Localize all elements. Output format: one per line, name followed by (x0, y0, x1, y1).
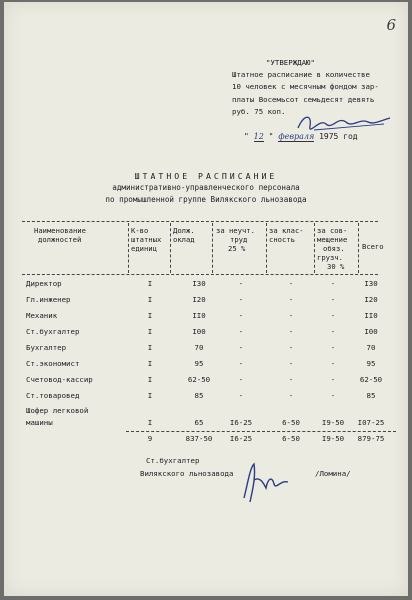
page-number: 6 (386, 16, 396, 34)
approval-line: Штатное расписание в количестве (232, 70, 370, 80)
approval-line: платы Восемьсот семьдесят девять (232, 94, 375, 104)
table-row: Бухгалтер I 70 - - - 70 (26, 343, 376, 352)
approval-line: руб. 75 коп. (232, 106, 286, 116)
table-row: Механик I II0 - - - II0 (26, 311, 378, 320)
footer-name: /Ломина/ (315, 469, 351, 478)
document-page (4, 2, 408, 596)
table-row: Гл.инженер I I20 - - - I20 (26, 295, 378, 304)
table-row: машины I 65 I6-25 6-50 I9-50 I07-25 (26, 418, 385, 427)
approval-title: "УТВЕРЖДАЮ" (266, 58, 315, 67)
table-header-rule (22, 274, 378, 275)
table-row: Директор I I30 - - - I30 (26, 279, 378, 288)
footer-signature-block: Ст.бухгалтер Вилякского льнозавода /Ломина/ (140, 456, 351, 478)
date-month: февраля (278, 132, 315, 141)
table-row: Ст.экономист I 95 - - - 95 (26, 359, 376, 368)
accountant-signature (236, 458, 296, 506)
title-main: ШТАТНОЕ РАСПИСАНИЕ (134, 171, 278, 181)
approval-block (232, 57, 404, 118)
approval-line: 10 человек с месячным фондом зар- (232, 82, 379, 92)
totals-row: 9 837-50 I6-25 6-50 I9-50 879-75 (147, 434, 385, 443)
totals-rule (126, 431, 396, 432)
date-year: 1975 год (319, 132, 358, 141)
table-row: Ст.бухгалтер I I00 - - - I00 (26, 327, 378, 336)
title-sub: по промышленной группе Вилякского льнозавода (105, 195, 307, 204)
date-day: 12 (253, 132, 264, 141)
table-row: Счетовод-кассир I 62-50 - - - 62-50 (26, 375, 383, 384)
table-header: Наименование должностей К-во штатных единиц Долж. оклад за неучт. труд 25 % за клас- сность за сов- мещение обяз. грузч. 30 % Всего (34, 226, 384, 271)
document-title (4, 170, 408, 206)
title-sub: административно-управленческого персонала (112, 183, 300, 192)
table-row: Шофер легковой (26, 406, 89, 415)
approval-date: " 12 " февраля 1975 год (244, 132, 358, 141)
table-row: Ст.товаровед I 85 - - - 85 (26, 391, 376, 400)
